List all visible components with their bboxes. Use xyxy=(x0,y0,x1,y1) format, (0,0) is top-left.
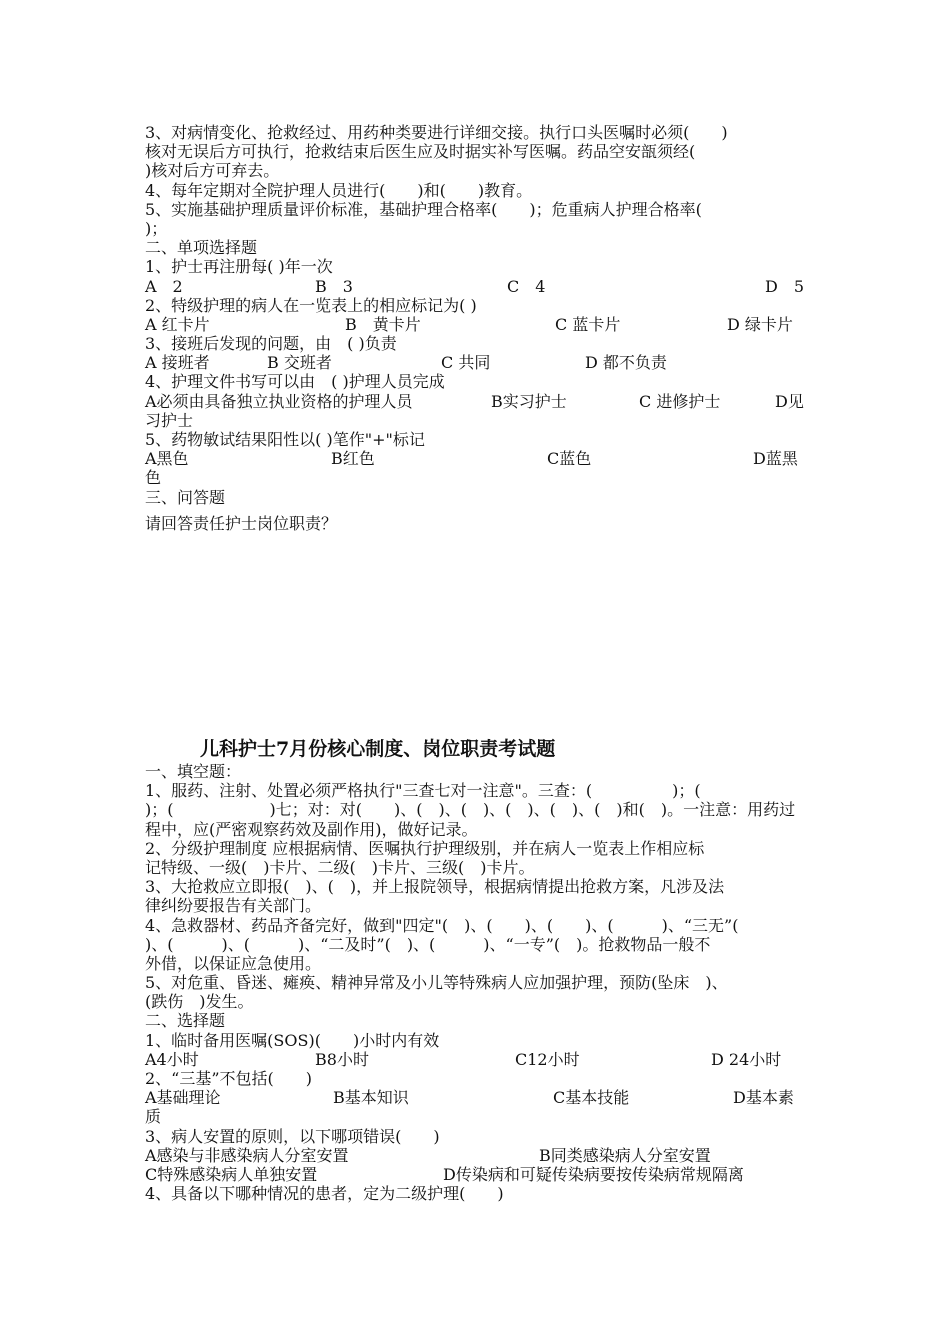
part1-section xyxy=(145,123,807,533)
text-line: 外借，以保证应急使用。 xyxy=(145,953,322,973)
option-b: B同类感染病人分室安置 xyxy=(539,1145,711,1165)
option-b: B 交班者 xyxy=(267,353,332,373)
option-d: D见 xyxy=(775,391,804,411)
text-line: 1、服药、注射、处置必须严格执行"三查七对一注意"。三查：( )；( xyxy=(145,781,701,801)
question-text: 1、护士再注册每( )年一次 xyxy=(145,257,333,277)
options-row xyxy=(145,449,807,468)
text-line: 核对无误后方可执行，抢救结束后医生应及时据实补写医嘱。药品空安瓿须经( xyxy=(145,142,696,162)
text-line: 2、分级护理制度 应根据病情、医嘱执行护理级别，并在病人一览表上作相应标 xyxy=(145,838,705,858)
text-line: 记特级、一级( )卡片、二级( )卡片、三级( )卡片。 xyxy=(145,857,535,877)
option-d: D传染病和可疑传染病要按传染病常规隔离 xyxy=(443,1164,744,1184)
text-line: )核对后方可弃去。 xyxy=(145,161,280,181)
option-b: B基本知识 xyxy=(333,1088,409,1108)
option-wrap: 色 xyxy=(145,468,162,488)
text-line: )、( )、( )、“二及时”( )、( )、“一专”( )。抢救物品一般不 xyxy=(145,934,711,954)
options-row xyxy=(145,1165,807,1184)
option-a: A 红卡片 xyxy=(145,314,210,334)
options-row xyxy=(145,1146,807,1165)
option-c: C 共同 xyxy=(441,353,491,373)
option-wrap: 习护士 xyxy=(145,410,194,430)
option-d: D 绿卡片 xyxy=(727,314,793,334)
text-line: 5、实施基础护理质量评价标准，基础护理合格率( )；危重病人护理合格率( xyxy=(145,199,702,219)
text-line: 5、对危重、昏迷、瘫痪、精神异常及小儿等特殊病人应加强护理，预防(坠床 )、 xyxy=(145,973,728,993)
section-heading: 一、填空题： xyxy=(145,762,242,781)
text-line: 3、对病情变化、抢救经过、用药种类要进行详细交接。执行口头医嘱时必须( ) xyxy=(145,123,728,142)
option-b: B红色 xyxy=(331,449,375,469)
question-text: 1、临时备用医嘱(SOS)( )小时内有效 xyxy=(145,1030,440,1050)
option-d: D基本素 xyxy=(733,1088,794,1108)
options-row xyxy=(145,315,807,334)
text-line: 4、急救器材、药品齐备完好，做到"四定"( )、( )、( )、( )、“三无”( xyxy=(145,915,739,935)
text-line: 程中，应(严密观察药效及副作用)，做好记录。 xyxy=(145,819,478,839)
option-b: B实习护士 xyxy=(491,391,567,411)
option-c: C12小时 xyxy=(515,1049,580,1069)
section-heading: 二、选择题 xyxy=(145,1011,226,1031)
part2-section xyxy=(145,762,807,1203)
text-line: (跌伤 )发生。 xyxy=(145,992,254,1012)
option-wrap: 质 xyxy=(145,1107,162,1127)
question-text: 3、病人安置的原则，以下哪项错误( ) xyxy=(145,1126,440,1146)
text-line: )；( )七；对：对( )、( )、( )、( )、( )、( )和( )。一注意：用药过 xyxy=(145,800,796,820)
option-b: B8小时 xyxy=(315,1049,369,1069)
question-text: 2、特级护理的病人在一览表上的相应标记为( ) xyxy=(145,295,477,315)
option-d: D 都不负责 xyxy=(585,353,667,373)
question-text: 4、具备以下哪种情况的患者，定为二级护理( ) xyxy=(145,1184,504,1204)
option-c: C蓝色 xyxy=(547,449,592,469)
options-row xyxy=(145,1088,807,1107)
text-line: 3、大抢救应立即报( )、( )，并上报院领导，根据病情提出抢救方案，凡涉及法 xyxy=(145,877,725,897)
option-d: D 24小时 xyxy=(711,1049,782,1069)
option-a: A必须由具备独立执业资格的护理人员 xyxy=(145,391,413,411)
option-c: C 进修护士 xyxy=(639,391,721,411)
option-a: A4小时 xyxy=(145,1049,199,1069)
option-d: D蓝黑 xyxy=(753,449,798,469)
question-text: 2、“三基”不包括( ) xyxy=(145,1069,313,1088)
exam-title: 儿科护士7月份核心制度、岗位职责考试题 xyxy=(200,738,556,760)
question-text: 4、护理文件书写可以由 ( )护理人员完成 xyxy=(145,372,445,392)
section-heading: 二、单项选择题 xyxy=(145,238,258,258)
section-heading: 三、问答题 xyxy=(145,487,226,507)
option-a: A黑色 xyxy=(145,449,189,469)
option-a: A 2 xyxy=(145,276,183,296)
options-row xyxy=(145,392,807,411)
option-c: C 4 xyxy=(507,276,546,296)
option-a: A基础理论 xyxy=(145,1088,221,1108)
text-line: 4、每年定期对全院护理人员进行( )和( )教育。 xyxy=(145,180,533,200)
essay-question: 请回答责任护士岗位职责？ xyxy=(145,513,338,533)
text-line: )； xyxy=(145,218,168,238)
options-row xyxy=(145,353,807,372)
question-text: 3、接班后发现的问题，由 ( )负责 xyxy=(145,334,397,354)
option-c: C特殊感染病人单独安置 xyxy=(145,1164,318,1184)
text-line: 律纠纷要报告有关部门。 xyxy=(145,896,322,916)
options-row xyxy=(145,1050,807,1069)
option-b: B 黄卡片 xyxy=(345,314,421,334)
options-row xyxy=(145,277,807,296)
option-a: A 接班者 xyxy=(145,353,210,373)
option-a: A感染与非感染病人分室安置 xyxy=(145,1145,349,1165)
option-b: B 3 xyxy=(315,276,353,296)
question-text: 5、药物敏试结果阳性以( )笔作"+"标记 xyxy=(145,430,425,449)
option-c: C基本技能 xyxy=(553,1088,630,1108)
option-c: C 蓝卡片 xyxy=(555,314,621,334)
option-d: D 5 xyxy=(765,276,805,296)
